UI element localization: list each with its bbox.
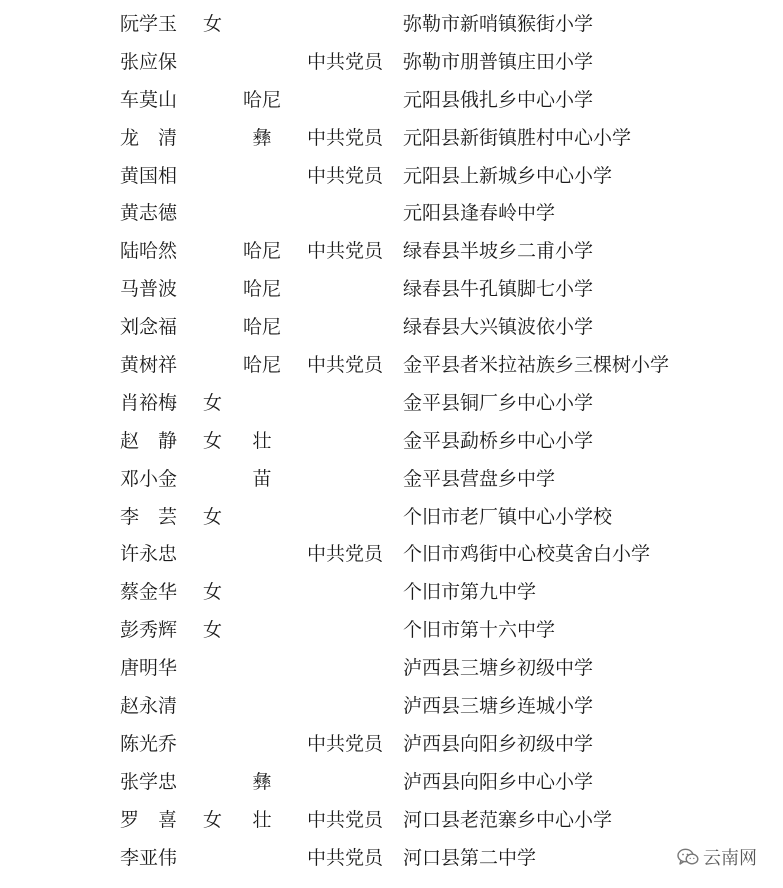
teacher-party: 中共党员 <box>307 240 384 263</box>
teacher-school: 金平县营盘乡中学 <box>403 467 556 490</box>
teacher-school: 绿春县半坡乡二甫小学 <box>403 240 594 263</box>
teacher-ethnicity: 哈尼 <box>242 88 281 111</box>
teacher-school: 河口县第二中学 <box>403 846 537 869</box>
teacher-name: 黄树祥 <box>120 354 178 377</box>
roster-row <box>0 6 783 44</box>
roster-row <box>0 688 783 726</box>
teacher-name: 陈光乔 <box>120 732 178 755</box>
teacher-party: 中共党员 <box>307 543 384 566</box>
roster-row <box>0 574 783 612</box>
teacher-gender: 女 <box>203 505 223 528</box>
teacher-ethnicity: 哈尼 <box>242 240 281 263</box>
teacher-party: 中共党员 <box>307 354 384 377</box>
teacher-gender: 女 <box>203 808 223 831</box>
teacher-name: 李 芸 <box>120 505 178 528</box>
teacher-name: 李亚伟 <box>120 846 178 869</box>
teacher-name: 阮学玉 <box>120 13 178 35</box>
wechat-icon <box>677 848 699 866</box>
teacher-name: 彭秀辉 <box>120 619 178 642</box>
teacher-ethnicity: 彝 <box>252 126 272 149</box>
teacher-name: 龙 清 <box>120 126 178 149</box>
roster-row <box>0 195 783 233</box>
teacher-gender: 女 <box>203 13 223 35</box>
teacher-name: 赵永清 <box>120 695 178 718</box>
teacher-gender: 女 <box>203 619 223 642</box>
teacher-party: 中共党员 <box>307 164 384 187</box>
teacher-school: 个旧市鸡街中心校莫舍白小学 <box>403 543 651 566</box>
teacher-party: 中共党员 <box>307 846 384 869</box>
roster-row <box>0 536 783 574</box>
teacher-name: 陆哈然 <box>120 240 178 263</box>
teacher-school: 元阳县新街镇胜村中心小学 <box>403 126 632 149</box>
teacher-school: 河口县老范寨乡中心小学 <box>403 808 613 831</box>
teacher-ethnicity: 彝 <box>252 770 272 793</box>
teacher-gender: 女 <box>203 581 223 604</box>
teacher-school: 元阳县逢春岭中学 <box>403 202 556 225</box>
roster-row <box>0 347 783 385</box>
teacher-party: 中共党员 <box>307 50 384 73</box>
teacher-ethnicity: 哈尼 <box>242 278 281 301</box>
teacher-school: 弥勒市朋普镇庄田小学 <box>403 50 594 73</box>
teacher-name: 车莫山 <box>120 88 178 111</box>
teacher-school: 金平县勐桥乡中心小学 <box>403 429 594 452</box>
teacher-party: 中共党员 <box>307 808 384 831</box>
roster-row <box>0 612 783 650</box>
teacher-ethnicity: 壮 <box>252 808 272 831</box>
roster-row <box>0 309 783 347</box>
teacher-school: 泸西县向阳乡初级中学 <box>403 732 594 755</box>
roster-row <box>0 158 783 196</box>
teacher-school: 个旧市第十六中学 <box>403 619 556 642</box>
teacher-name: 马普波 <box>120 278 178 301</box>
teacher-name: 许永忠 <box>120 543 178 566</box>
teacher-school: 绿春县大兴镇波依小学 <box>403 316 594 339</box>
teacher-name: 罗 喜 <box>120 808 178 831</box>
teacher-name: 张应保 <box>120 50 178 73</box>
teacher-gender: 女 <box>203 429 223 452</box>
teacher-name: 蔡金华 <box>120 581 178 604</box>
teacher-school: 个旧市第九中学 <box>403 581 537 604</box>
roster-row <box>0 461 783 499</box>
teacher-name: 唐明华 <box>120 657 178 680</box>
roster-row <box>0 44 783 82</box>
teacher-ethnicity: 壮 <box>252 429 272 452</box>
roster-row <box>0 120 783 158</box>
teacher-name: 张学忠 <box>120 770 178 793</box>
roster-row <box>0 840 783 878</box>
teacher-gender: 女 <box>203 391 223 414</box>
source-watermark <box>677 844 757 870</box>
watermark-text: 云南网 <box>703 848 757 869</box>
teacher-name: 赵 静 <box>120 429 178 452</box>
teacher-name: 邓小金 <box>120 467 178 490</box>
teacher-ethnicity: 哈尼 <box>242 316 281 339</box>
teacher-name: 刘念福 <box>120 316 178 339</box>
teacher-name: 肖裕梅 <box>120 391 178 414</box>
teacher-school: 泸西县三塘乡连城小学 <box>403 695 594 718</box>
teacher-name: 黄国相 <box>120 164 178 187</box>
roster-row <box>0 764 783 802</box>
roster-row <box>0 233 783 271</box>
roster-row <box>0 802 783 840</box>
roster-row <box>0 385 783 423</box>
teacher-school: 金平县铜厂乡中心小学 <box>403 391 594 414</box>
teacher-party: 中共党员 <box>307 732 384 755</box>
teacher-party: 中共党员 <box>307 126 384 149</box>
teacher-school: 泸西县向阳乡中心小学 <box>403 770 594 793</box>
teacher-ethnicity: 苗 <box>252 467 272 490</box>
roster-row <box>0 499 783 537</box>
teacher-ethnicity: 哈尼 <box>242 354 281 377</box>
teacher-school: 泸西县三塘乡初级中学 <box>403 657 594 680</box>
teacher-roster <box>0 6 783 877</box>
teacher-school: 个旧市老厂镇中心小学校 <box>403 505 613 528</box>
teacher-school: 金平县者米拉祜族乡三棵树小学 <box>403 354 670 377</box>
roster-row <box>0 271 783 309</box>
teacher-school: 元阳县上新城乡中心小学 <box>403 164 613 187</box>
roster-row <box>0 650 783 688</box>
roster-row <box>0 82 783 120</box>
teacher-name: 黄志德 <box>120 202 178 225</box>
roster-row <box>0 726 783 764</box>
roster-row <box>0 423 783 461</box>
teacher-school: 弥勒市新哨镇猴街小学 <box>403 13 594 35</box>
teacher-school: 绿春县牛孔镇脚七小学 <box>403 278 594 301</box>
teacher-school: 元阳县俄扎乡中心小学 <box>403 88 594 111</box>
